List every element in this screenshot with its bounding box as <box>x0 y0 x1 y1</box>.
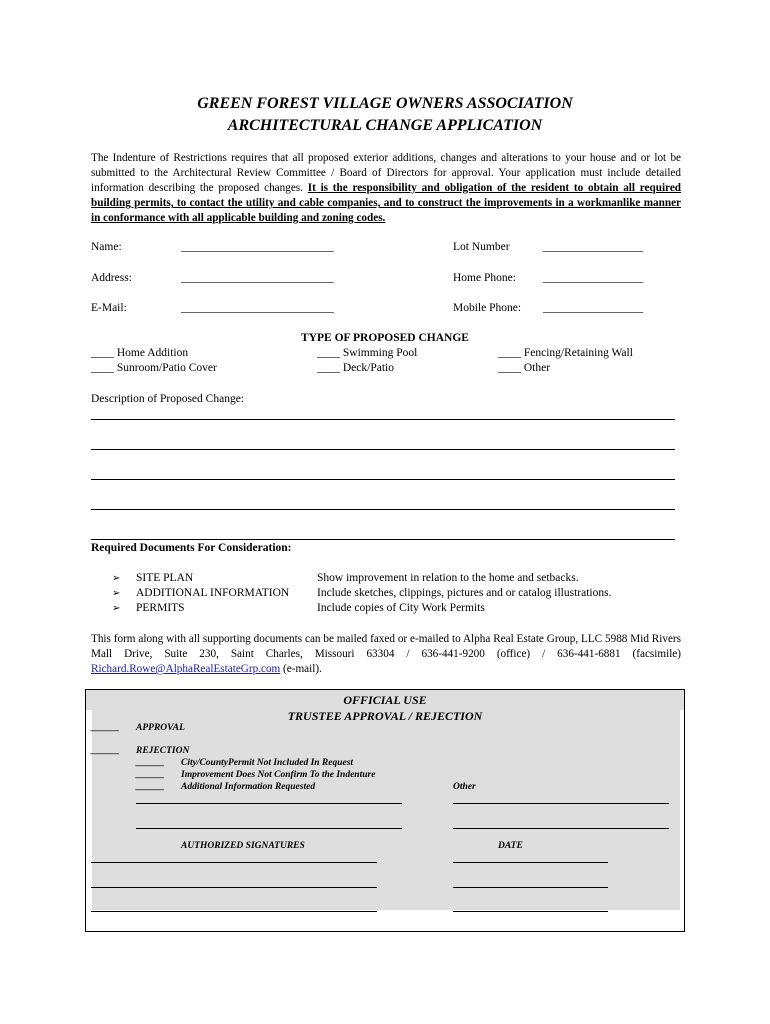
email-field[interactable]: _____________________________ <box>181 302 334 314</box>
arrow-bullet-icon: ➢ <box>112 588 121 599</box>
description-line[interactable] <box>91 449 675 450</box>
arrow-bullet-icon: ➢ <box>112 603 121 614</box>
date-line[interactable] <box>453 911 608 912</box>
authorized-signatures-label: AUTHORIZED SIGNATURES <box>181 841 305 851</box>
home-phone-label: Home Phone: <box>453 272 516 284</box>
trustee-heading: TRUSTEE APPROVAL / REJECTION <box>287 709 483 723</box>
rejection-blank[interactable]: ______ <box>91 746 120 756</box>
signature-line[interactable] <box>91 911 377 912</box>
date-line[interactable] <box>453 887 608 888</box>
rejection-label: REJECTION <box>136 746 190 756</box>
notes-line[interactable] <box>136 828 402 829</box>
approval-label: APPROVAL <box>136 723 185 733</box>
address-label: Address: <box>91 272 132 284</box>
reject-reason-blank[interactable]: ______ <box>136 770 165 780</box>
intro-text: The Indenture of Restrictions requires that all proposed exterior additions, changes and alterations to your house and or lot be submitted to the Architectural Review Committee / Board of Directors for approval. Your application must include detailed information describing the proposed changes. <box>91 152 681 194</box>
email-label: E-Mail: <box>91 302 127 314</box>
description-line[interactable] <box>91 419 675 420</box>
description-line[interactable] <box>91 509 675 510</box>
description-label: Description of Proposed Change: <box>91 393 244 405</box>
name-field[interactable]: _____________________________ <box>181 241 334 253</box>
approval-blank[interactable]: ______ <box>91 723 120 733</box>
reject-reason-blank[interactable]: ______ <box>136 758 165 768</box>
notes-line[interactable] <box>136 803 402 804</box>
reject-reason-label: Additional Information Requested <box>181 782 316 792</box>
mobile-phone-label: Mobile Phone: <box>453 302 522 314</box>
official-use-heading: OFFICIAL USE <box>343 693 427 707</box>
option-swimming-pool[interactable]: ____ Swimming Pool <box>317 347 418 359</box>
form-title-line-1: GREEN FOREST VILLAGE OWNERS ASSOCIATION <box>197 95 573 112</box>
intro-bold-text: It is the responsibility and obligation of the resident to obtain all required building permits, to contact the utility and cable companies, and to construct the improvements in a workmanlike manner in conformance with all applicable building and zoning codes. <box>91 182 682 224</box>
submission-text: This form along with all supporting documents can be mailed faxed or e-mailed to Alpha Real Estate Group, LLC 5988 Mid Rivers Mall Drive, Suite 230, Saint Charles, Missouri 63304 / 636-441-9200 (office) / 636-441-6881 (facsimile) <box>91 633 681 660</box>
required-item-desc: Show improvement in relation to the home and setbacks. <box>317 572 579 584</box>
option-fencing-retaining-wall[interactable]: ____ Fencing/Retaining Wall <box>498 347 633 359</box>
option-home-addition[interactable]: ____ Home Addition <box>91 347 189 359</box>
option-other[interactable]: ____ Other <box>498 362 551 374</box>
required-item-desc: Include sketches, clippings, pictures and or catalog illustrations. <box>317 587 612 599</box>
description-line[interactable] <box>91 479 675 480</box>
required-item-name: PERMITS <box>136 602 185 614</box>
intro-paragraph <box>91 151 681 226</box>
option-deck-patio[interactable]: ____ Deck/Patio <box>317 362 394 374</box>
required-item-desc: Include copies of City Work Permits <box>317 602 485 614</box>
form-title-line-2: ARCHITECTURAL CHANGE APPLICATION <box>227 117 543 134</box>
change-type-heading: TYPE OF PROPOSED CHANGE <box>301 332 469 344</box>
signature-line[interactable] <box>91 862 377 863</box>
contact-email-link[interactable]: Richard.Rowe@AlphaRealEstateGrp.com <box>91 663 281 675</box>
date-line[interactable] <box>453 862 608 863</box>
option-sunroom-patio-cover[interactable]: ____ Sunroom/Patio Cover <box>91 362 217 374</box>
other-line[interactable] <box>453 803 669 804</box>
address-field[interactable]: _____________________________ <box>181 272 334 284</box>
reject-reason-label: Improvement Does Not Confirm To the Indenture <box>181 770 376 780</box>
submission-instructions <box>91 632 681 677</box>
required-item-name: ADDITIONAL INFORMATION <box>136 587 290 599</box>
lot-number-label: Lot Number <box>453 241 510 253</box>
arrow-bullet-icon: ➢ <box>112 573 121 584</box>
email-suffix: (e-mail). <box>283 663 322 675</box>
reject-reason-blank[interactable]: ______ <box>136 782 165 792</box>
home-phone-field[interactable]: ___________________ <box>543 272 643 284</box>
lot-number-field[interactable]: ___________________ <box>543 241 643 253</box>
date-label: DATE <box>498 841 523 851</box>
name-label: Name: <box>91 241 122 253</box>
other-label: Other <box>453 782 476 792</box>
required-docs-heading: Required Documents For Consideration: <box>91 542 292 554</box>
description-line[interactable] <box>91 539 675 540</box>
signature-line[interactable] <box>91 887 377 888</box>
other-line[interactable] <box>453 828 669 829</box>
reject-reason-label: City/CountyPermit Not Included In Request <box>181 758 354 768</box>
mobile-phone-field[interactable]: ___________________ <box>543 302 643 314</box>
required-item-name: SITE PLAN <box>136 572 194 584</box>
